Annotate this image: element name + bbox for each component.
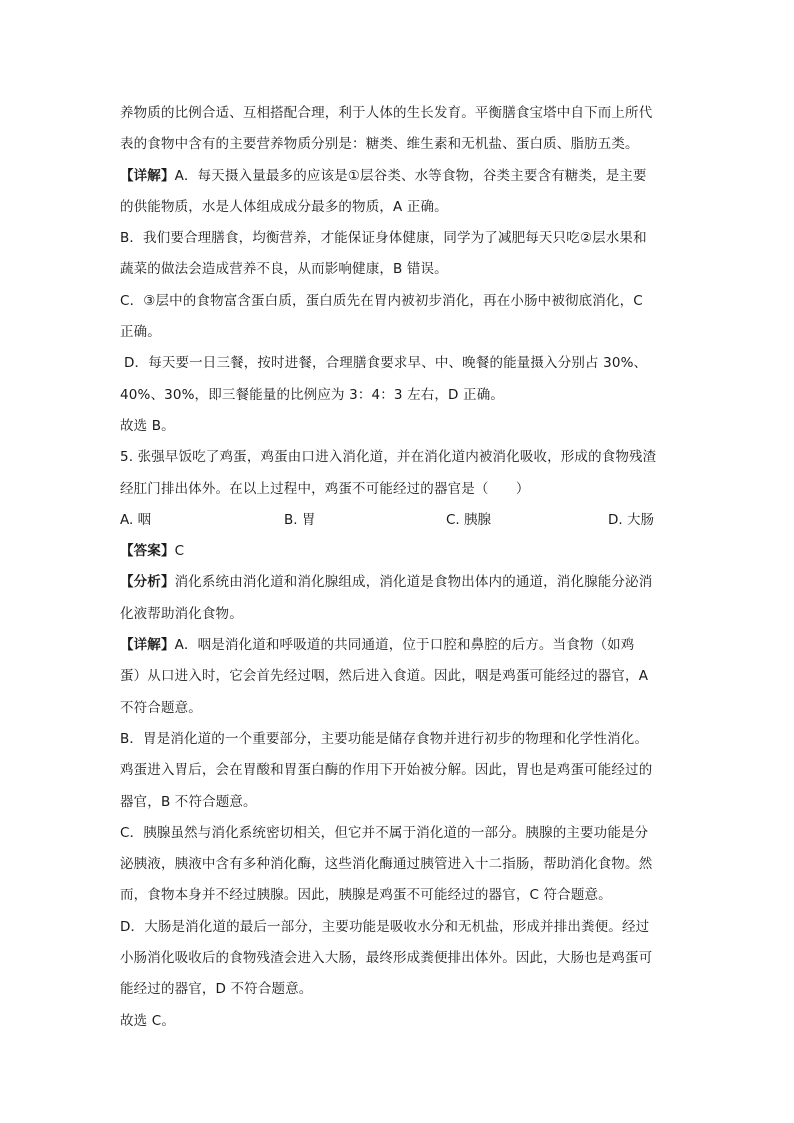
- text-line: D．每天要一日三餐，按时进餐，合理膳食要求早、中、晚餐的能量摄入分别占 30%、: [124, 355, 648, 372]
- text-line: D．大肠是消化道的最后一部分，主要功能是吸收水分和无机盐，形成并排出粪便。经过: [120, 918, 650, 935]
- text-span: C: [174, 543, 185, 560]
- text-span: 消化系统由消化道和消化腺组成，消化道是食物出体内的通道，消化腺能分泌消: [174, 574, 653, 591]
- text-line: 化液帮助消化食物。: [120, 605, 243, 622]
- text-line: 表的食物中含有的主要营养物质分别是：糖类、维生素和无机盐、蛋白质、脂肪五类。: [120, 136, 639, 153]
- detail-heading-line: [120, 161, 680, 192]
- text-line: 40%、30%，即三餐能量的比例应为 3：4：3 左右，D 正确。: [120, 386, 504, 403]
- text-line: 故选 B。: [120, 417, 175, 434]
- text-line: 正确。: [120, 324, 161, 341]
- text-line: 故选 C。: [120, 1012, 175, 1029]
- answer-options: [120, 505, 680, 536]
- answer-line: [120, 536, 680, 567]
- text-line: 蔬菜的做法会造成营养不良，从而影响健康，B 错误。: [120, 261, 448, 278]
- option-d: D. 大肠: [608, 511, 654, 528]
- text-line: 而，食物本身并不经过胰腺。因此，胰腺是鸡蛋不可能经过的器官，C 符合题意。: [120, 887, 612, 904]
- text-line: 的供能物质，水是人体组成成分最多的物质，A 正确。: [120, 198, 448, 215]
- option-c: C. 胰腺: [446, 511, 492, 528]
- text-line: 养物质的比例合适、互相搭配合理，利于人体的生长发育。平衡膳食宝塔中自下而上所代: [120, 105, 653, 121]
- detail-heading-line: [120, 630, 680, 661]
- text-line: 蛋）从口进入时，它会首先经过咽，然后进入食道。因此，咽是鸡蛋可能经过的器官，A: [120, 668, 649, 685]
- section-tag: 【详解】: [120, 637, 175, 654]
- question-line: 5. 张强早饭吃了鸡蛋，鸡蛋由口进入消化道，并在消化道内被消化吸收，形成的食物残渣: [120, 449, 657, 466]
- question-line: 经肛门排出体外。在以上过程中，鸡蛋不可能经过的器官是（ ）: [120, 480, 530, 497]
- text-line: B．我们要合理膳食，均衡营养，才能保证身体健康，同学为了减肥每天只吃②层水果和: [120, 230, 647, 247]
- text-line: 不符合题意。: [120, 699, 202, 716]
- text-line: B．胃是消化道的一个重要部分，主要功能是储存食物并进行初步的物理和化学性消化。: [120, 730, 649, 747]
- text-line: 小肠消化吸收后的食物残渣会进入大肠，最终形成粪便排出体外。因此，大肠也是鸡蛋可: [120, 950, 653, 967]
- section-tag: 【分析】: [120, 574, 175, 591]
- text-line: C．③层中的食物富含蛋白质，蛋白质先在胃内被初步消化，再在小肠中被彻底消化，C: [120, 292, 643, 309]
- analysis-line: [120, 567, 680, 598]
- text-line: 鸡蛋进入胃后，会在胃酸和胃蛋白酶的作用下开始被分解。因此，胃也是鸡蛋可能经过的: [120, 762, 653, 779]
- option-a: A. 咽: [120, 511, 152, 528]
- section-tag: 【答案】: [120, 543, 175, 560]
- section-tag: 【详解】: [120, 167, 175, 184]
- text-span: A．咽是消化道和呼吸道的共同通道，位于口腔和鼻腔的后方。当食物（如鸡: [174, 637, 635, 654]
- document-body: [120, 98, 680, 1037]
- text-line: 泌胰液，胰液中含有多种消化酶，这些消化酶通过胰管进入十二指肠，帮助消化食物。然: [120, 856, 653, 873]
- text-line: 器官，B 不符合题意。: [120, 793, 257, 810]
- text-span: A．每天摄入量最多的应该是①层谷类、水等食物，谷类主要含有糖类，是主要: [174, 167, 647, 184]
- text-line: C．胰腺虽然与消化系统密切相关，但它并不属于消化道的一部分。胰腺的主要功能是分: [120, 824, 649, 841]
- text-line: 能经过的器官，D 不符合题意。: [120, 981, 313, 998]
- option-b: B. 胃: [284, 511, 316, 528]
